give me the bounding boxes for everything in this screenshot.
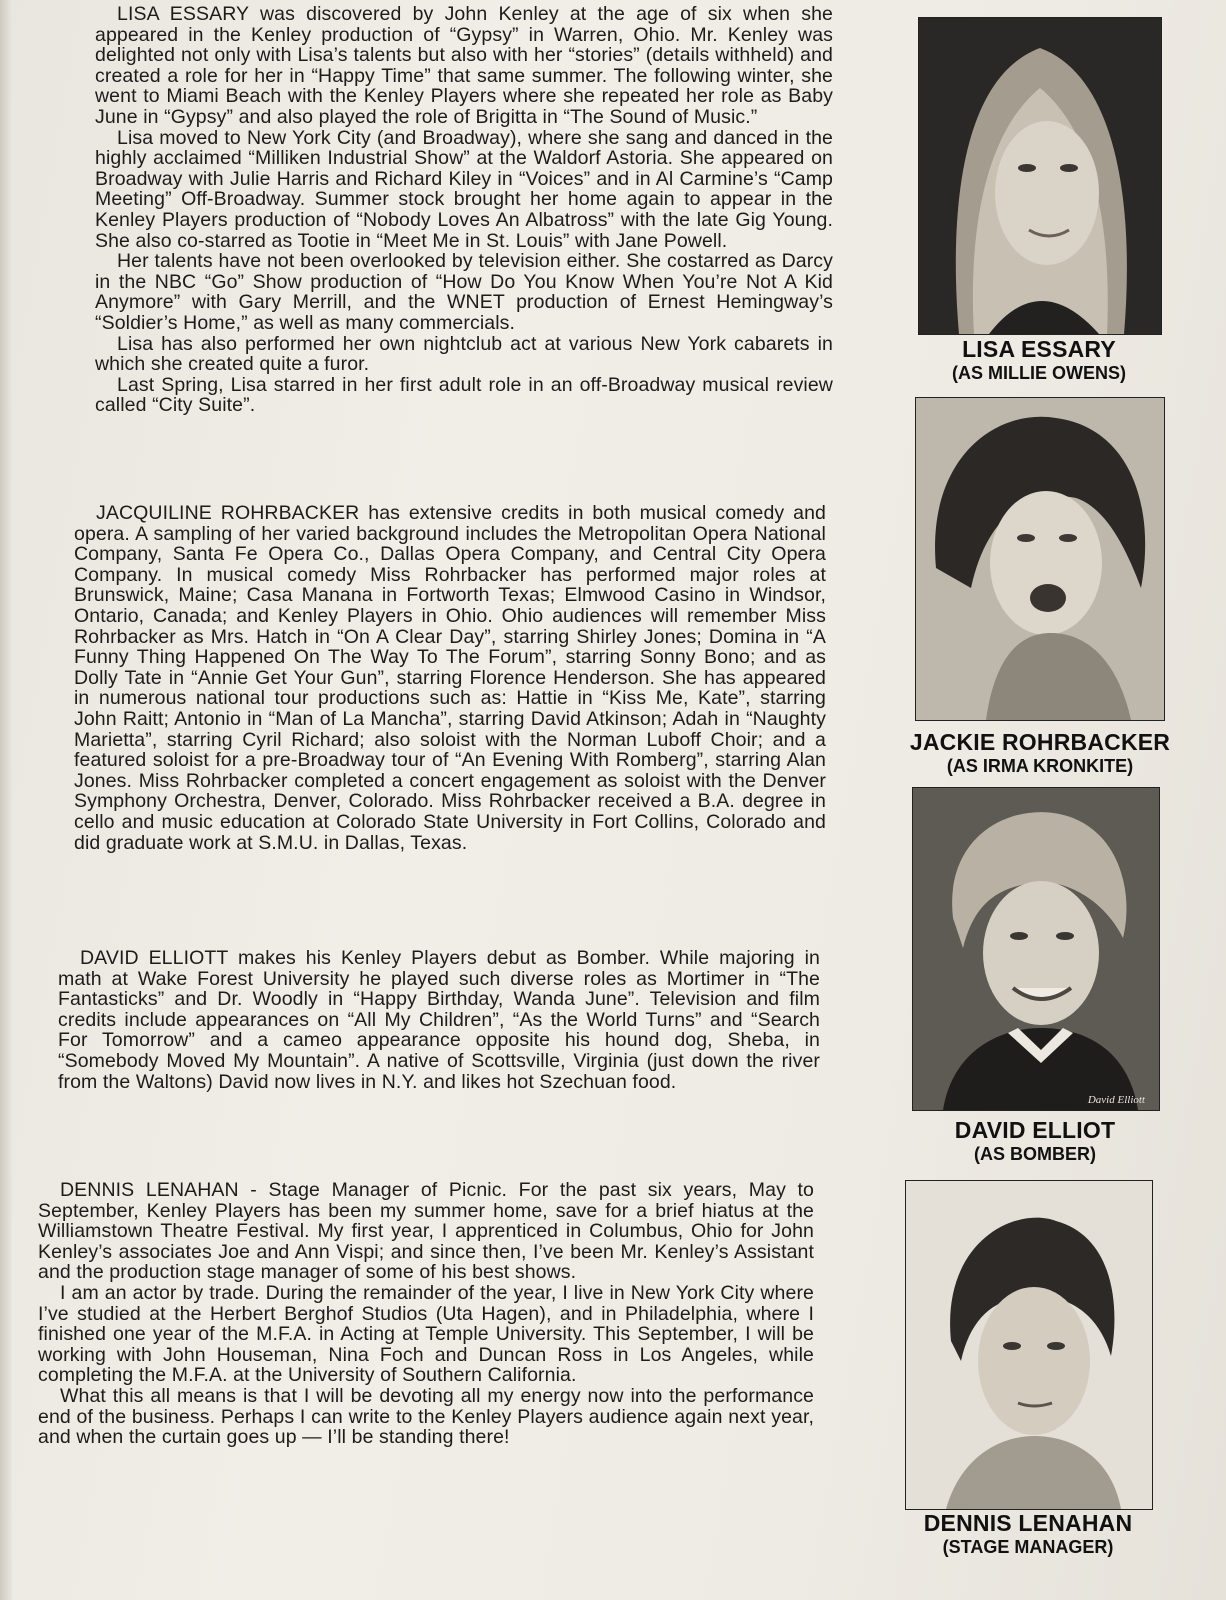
caption-lisa-essary — [918, 336, 1160, 384]
bio-jacqueline-rohrbacker — [74, 503, 826, 853]
caption-david-elliot — [912, 1117, 1158, 1165]
bio-paragraph: JACQUILINE ROHRBACKER has extensive credits in both musical comedy and opera. A sampling of her varied background includes the Metropolitan Opera National Company, Santa Fe Opera Co., Dallas Opera Company, and Central City Opera Company. In musical comedy Miss Rohrbacker has performed major roles at Brunswick, Maine; Casa Manana in Fortworth Texas; Elmwood Casino in Windsor, Ontario, Canada; and Kenley Players in Ohio. Ohio audiences will remember Miss Rohrbacker as Mrs. Hatch in “On A Clear Day”, starring Shirley Jones; Domina in “A Funny Thing Happened On The Way To The Forum”, starring Sonny Bono; and as Dolly Tate in “Annie Get Your Gun”, starring Florence Henderson. She has appeared in numerous national tour productions such as: Hattie in “Kiss Me, Kate”, starring John Raitt; Antonio in “Man of La Mancha”, starring David Atkinson; Adah in “Naughty Marietta”, starring Cyril Richard; also soloist with the Norman Luboff Choir; and a featured soloist for a pre-Broadway tour of “An Evening With Romberg”, starring Alan Jones. Miss Rohrbacker completed a concert engagement as soloist with the Denver Symphony Orchestra, Denver, Colorado. Miss Rohrbacker received a B.A. degree in cello and music education at Colorado State University in Fort Collins, Colorado and did graduate work at S.M.U. in Dallas, Texas. — [74, 502, 826, 854]
bio-paragraph: What this all means is that I will be devoting all my energy now into the performance end of the business. Perhaps I can write to the Kenley Players audience again next year, and when the curtain goes up — I’ll be standing there! — [38, 1384, 814, 1449]
bio-lisa-essary — [95, 4, 833, 416]
headshot-david-elliot — [912, 787, 1160, 1111]
caption-name: DENNIS LENAHAN — [923, 1510, 1133, 1536]
bio-paragraph: LISA ESSARY was discovered by John Kenley at the age of six when she appeared in the Kenley production of “Gypsy” in Warren, Ohio. Mr. Kenley was delighted not only with Lisa’s talents but also with her “stories” (details withheld) and created a role for her in “Happy Time” that same summer. The following winter, she went to Miami Beach with the Kenley Players where she repeated her role as Baby June in “Gypsy” and also played the role of Brigitta in “The Sound of Music.” — [95, 3, 833, 128]
photo-signature: David Elliott — [1087, 1094, 1145, 1106]
bio-paragraph: Her talents have not been overlooked by television either. She costarred as Darcy in the NBC “Go” Show production of “How Do You Know When You’re Not A Kid Anymore” with Gary Merrill, and the WNET production of Ernest Hemingway’s “Soldier’s Home,” as well as many commercials. — [95, 250, 833, 334]
bio-dennis-lenahan — [38, 1180, 814, 1448]
headshot-dennis-lenahan — [905, 1180, 1153, 1510]
bio-paragraph: DENNIS LENAHAN - Stage Manager of Picnic. For the past six years, May to September, Kenley Players has been my summer home, save for a brief hiatus at the Williamstown Theatre Festival. My first year, I apprenticed in Columbus, Ohio for John Kenley’s associates Joe and Ann Vispi; and since then, I’ve been Mr. Kenley’s Assistant and the production stage manager of some of his best shows. — [38, 1179, 814, 1284]
caption-role: (AS MILLIE OWENS) — [952, 363, 1126, 383]
headshot-jackie-rohrbacker — [915, 397, 1165, 721]
bio-paragraph: Last Spring, Lisa starred in her first adult role in an off-Broadway musical review called “City Suite”. — [95, 373, 833, 417]
page-spine-shadow — [0, 0, 12, 1600]
bio-paragraph: I am an actor by trade. During the remainder of the year, I live in New York City where I’ve studied at the Herbert Berghof Studios (Uta Hagen), and in Philadelphia, where I finished one year of the M.F.A. in Acting at Temple University. This September, I will be working with John Houseman, Nina Foch and Duncan Ross in Los Angeles, while completing the M.F.A. at the University of Southern California. — [38, 1281, 814, 1387]
caption-dennis-lenahan — [880, 1510, 1176, 1558]
caption-role: (AS IRMA KRONKITE) — [946, 756, 1134, 776]
caption-jackie-rohrbacker — [878, 729, 1202, 777]
caption-role: (AS BOMBER) — [974, 1144, 1096, 1164]
bio-paragraph: Lisa has also performed her own nightclub act at various New York cabarets in which she created quite a furor. — [95, 332, 833, 376]
bio-paragraph: DAVID ELLIOTT makes his Kenley Players debut as Bomber. While majoring in math at Wake Forest University he played such diverse roles as Mortimer in “The Fantasticks” and Dr. Woodly in “Happy Birthday, Wanda June”. Television and film credits include appearances on “All My Children”, “As the World Turns” and “Search For Tomorrow” and a cameo appearance opposite his hound dog, Sheba, in “Somebody Moved My Mountain”. A native of Scottsville, Virginia (just down the river from the Waltons) David now lives in N.Y. and likes hot Szechuan food. — [58, 947, 820, 1093]
caption-name: JACKIE ROHRBACKER — [909, 729, 1171, 755]
bio-david-elliott — [58, 948, 820, 1092]
caption-name: DAVID ELLIOT — [954, 1117, 1116, 1143]
caption-name: LISA ESSARY — [962, 336, 1116, 362]
caption-role: (STAGE MANAGER) — [942, 1537, 1114, 1557]
headshot-lisa-essary — [918, 17, 1162, 335]
bio-paragraph: Lisa moved to New York City (and Broadway), where she sang and danced in the highly acclaimed “Milliken Industrial Show” at the Waldorf Astoria. She appeared on Broadway with Julie Harris and Richard Kiley in “Voices” and in Al Carmine’s “Camp Meeting” Off-Broadway. Summer stock brought her home again to appear in the Kenley Players production of “Nobody Loves An Albatross” with the late Gig Young. She also co-starred as Tootie in “Meet Me in St. Louis” with Jane Powell. — [95, 126, 833, 252]
